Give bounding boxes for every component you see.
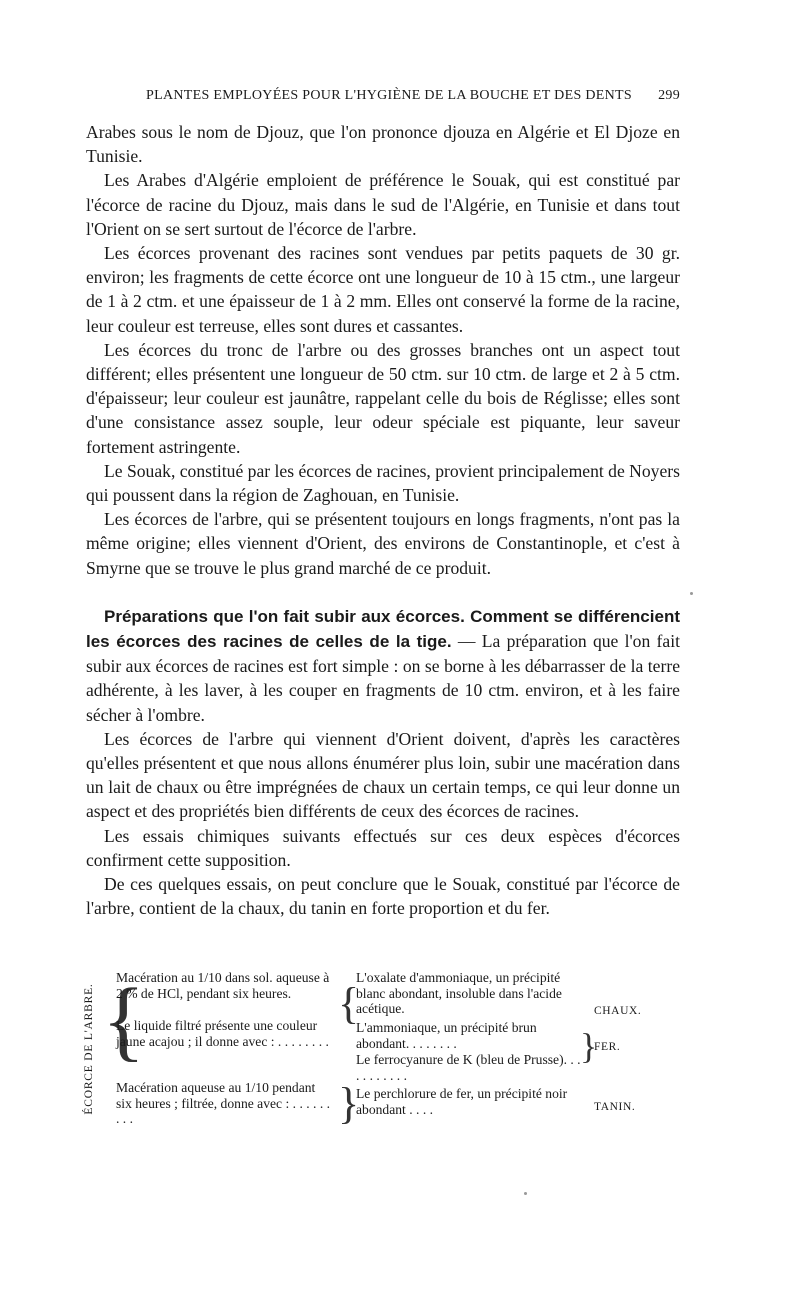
result-chaux: L'oxalate d'ammoniaque, un précipité blanc abondant, insoluble dans l'acide acétique. bbox=[356, 970, 562, 1017]
test-3-text: Macération aqueuse au 1/10 pendant six heures ; filtrée, donne avec : . . . . . . . . . bbox=[116, 1080, 331, 1127]
result-ammoniaque: L'ammoniaque, un précipité brun abondant. . . . . . . . bbox=[356, 1020, 537, 1051]
label-tanin: TANIN. bbox=[594, 1101, 636, 1113]
section-text: — La préparation que l'on fait subir aux écorces de racines est fort simple : on se borne à les débarrasser de la terre adhérente, à les laver, à les couper en fragments de 10 ctm. environ, et à les faire sécher à l'ombre. bbox=[86, 631, 680, 725]
section-paragraph bbox=[86, 604, 680, 727]
result-perchlorure: Le perchlorure de fer, un précipité noir abondant . . . . bbox=[356, 1086, 568, 1117]
running-header bbox=[86, 88, 680, 104]
table-side-label: ÉCORCE DE L'ARBRE. bbox=[83, 983, 96, 1115]
paragraph-4: Les écorces du tronc de l'arbre ou des grosses branches ont un aspect tout différent; elles présentent une longueur de 50 ctm. sur 10 ctm. de large et 2 à 5 ctm. d'épaisseur; leur couleur est jaunâtre, rappelant celle du bois de Réglisse; elles sont d'une consistance assez souple, leur odeur spéciale est piquante, leur saveur fortement astringente. bbox=[86, 339, 680, 457]
label-fer: FER. bbox=[594, 1041, 621, 1053]
paragraph-1: Arabes sous le nom de Djouz, que l'on prononce djouza en Algérie et El Djoze en Tunisie. bbox=[86, 122, 680, 167]
section-heading: Préparations que l'on fait subir aux écorces. Comment se différencient les écorces des racines de celles de la tige. bbox=[86, 606, 680, 652]
paragraph-9: De ces quelques essais, on peut conclure que le Souak, constitué par l'écorce de l'arbre, contient de la chaux, du tanin en forte proportion et du fer. bbox=[86, 874, 680, 919]
main-text bbox=[86, 120, 680, 921]
page-number: 299 bbox=[658, 88, 680, 103]
paragraph-6: Les écorces de l'arbre, qui se présentent toujours en longs fragments, n'ont pas la même origine; elles viennent d'Orient, des environs de Constantinople, et c'est à Smyrne que se trouve le plus grand marché de ce produit. bbox=[86, 509, 680, 578]
result-ferrocyanure: Le ferrocyanure de K (bleu de Prusse). . . . . . . . . . . bbox=[356, 1052, 581, 1083]
paragraph-7: Les écorces de l'arbre qui viennent d'Orient doivent, d'après les caractères qu'elles présentent et que nous allons énumérer plus loin, subir une macération dans un lait de chaux ou être imprégnées de chaux un certain temps, ce qui leur donne un aspect et des propriétés bien différents de ceux des écorces de racines. bbox=[86, 728, 680, 822]
speck-2 bbox=[524, 1192, 527, 1195]
test-2-text: Le liquide filtré présente une couleur jaune acajou ; il donne avec : . . . . . . . . bbox=[116, 1018, 329, 1049]
running-title: PLANTES EMPLOYÉES POUR L'HYGIÈNE DE LA BOUCHE ET DES DENTS bbox=[146, 88, 632, 103]
paragraph-5: Le Souak, constitué par les écorces de racines, provient principalement de Noyers qui poussent dans la région de Zaghouan, en Tunisie. bbox=[86, 460, 680, 506]
chemical-tests-table bbox=[80, 968, 655, 1130]
brace-1: { bbox=[338, 979, 360, 1028]
label-chaux: CHAUX. bbox=[594, 1005, 642, 1017]
speck-1 bbox=[690, 592, 693, 595]
test-1-text: Macération au 1/10 dans sol. aqueuse à 2 % de HCl, pendant six heures. bbox=[116, 970, 330, 1001]
brace-outer: { bbox=[102, 971, 146, 1070]
brace-2: } bbox=[338, 1079, 360, 1128]
paragraph-8: Les essais chimiques suivants effectués sur ces deux espèces d'écorces confirment cette supposition. bbox=[86, 825, 680, 870]
brace-3: } bbox=[580, 1026, 598, 1066]
paragraph-3: Les écorces provenant des racines sont vendues par petits paquets de 30 gr. environ; les fragments de cette écorce ont une longueur de 10 à 15 ctm., une largeur de 1 à 2 ctm. et une épaisseur de 1 à 2 mm. Elles ont conservé la forme de la racine, leur couleur est terreuse, elles sont dures et cassantes. bbox=[86, 243, 680, 336]
paragraph-2: Les Arabes d'Algérie emploient de préférence le Souak, qui est constitué par l'écorce de racine du Djouz, mais dans le sud de l'Algérie, en Tunisie et dans tout l'Orient on se sert surtout de l'écorce de l'arbre. bbox=[86, 170, 680, 239]
